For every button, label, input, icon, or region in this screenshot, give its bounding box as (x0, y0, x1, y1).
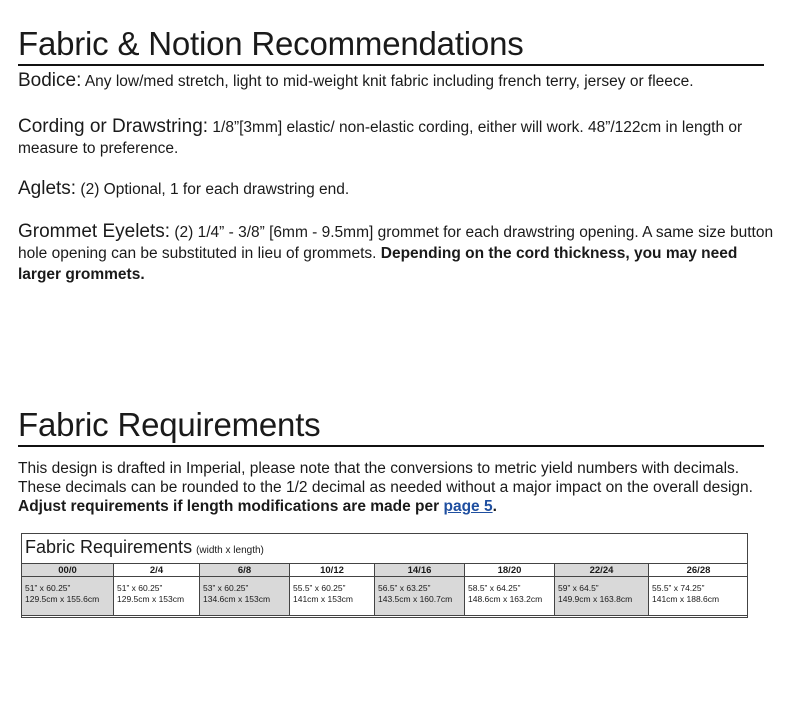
size-cell (554, 576, 648, 616)
cording-item (18, 116, 778, 159)
metric-value: 148.6cm x 163.2cm (468, 594, 543, 604)
bodice-item (18, 70, 778, 92)
grommet-note: Depending on the cord thickness, you may need larger grommets. (18, 245, 738, 283)
size-header: 00/0 (21, 563, 113, 576)
bodice-term: Bodice: (18, 70, 82, 91)
table-subtitle: (width x length) (196, 545, 264, 556)
size-header: 2/4 (113, 563, 199, 576)
cording-term: Cording or Drawstring: (18, 116, 209, 137)
intro-text: This design is drafted in Imperial, please note that the conversions to metric yield numbers with decimals. These decimals can be rounded to the 1/2 decimal as needed without a major impact on the overall design. (18, 460, 753, 496)
metric-value: 129.5cm x 153cm (117, 594, 185, 604)
imperial-value: 55.5” x 60.25” (293, 583, 346, 593)
fabric-requirements-heading: Fabric Requirements (18, 405, 764, 447)
imperial-value: 55.5” x 74.25” (652, 583, 705, 593)
page-5-link[interactable]: page 5 (443, 498, 493, 515)
size-cell (374, 576, 464, 616)
requirements-intro (18, 459, 758, 516)
metric-value: 141cm x 188.6cm (652, 594, 720, 604)
size-header: 18/20 (464, 563, 554, 576)
metric-value: 143.5cm x 160.7cm (378, 594, 453, 604)
metric-value: 149.9cm x 163.8cm (558, 594, 633, 604)
aglets-term: Aglets: (18, 178, 77, 199)
metric-value: 141cm x 153cm (293, 594, 353, 604)
fabric-notion-heading: Fabric & Notion Recommendations (18, 24, 764, 66)
imperial-value: 58.5” x 64.25” (468, 583, 521, 593)
grommet-item (18, 221, 778, 285)
size-cell (199, 576, 289, 616)
aglets-item (18, 178, 778, 200)
table-grid (21, 563, 748, 616)
size-header: 22/24 (554, 563, 648, 576)
cording-text: 1/8”[3mm] elastic/ non-elastic cording, either will work. 48”/122cm in length or measure to preference. (18, 119, 743, 157)
size-cell (113, 576, 199, 616)
size-cell (648, 576, 748, 616)
grommet-term: Grommet Eyelets: (18, 221, 171, 242)
intro-period: . (492, 498, 497, 515)
bodice-text: Any low/med stretch, light to mid-weight knit fabric including french terry, jersey or fleece. (84, 73, 694, 90)
metric-value: 129.5cm x 155.6cm (25, 594, 100, 604)
size-header: 14/16 (374, 563, 464, 576)
fabric-requirements-table (21, 533, 748, 618)
table-title-text: Fabric Requirements (25, 537, 193, 557)
size-header: 26/28 (648, 563, 748, 576)
intro-bold: Adjust requirements if length modifications are made per (18, 498, 440, 515)
size-cell (464, 576, 554, 616)
metric-value: 134.6cm x 153cm (203, 594, 271, 604)
size-cell (289, 576, 374, 616)
size-header: 6/8 (199, 563, 289, 576)
imperial-value: 59” x 64.5” (558, 583, 599, 593)
imperial-value: 51” x 60.25” (25, 583, 71, 593)
size-header: 10/12 (289, 563, 374, 576)
table-title (25, 537, 264, 558)
grommet-text: (2) 1/4” - 3/8” [6mm - 9.5mm] grommet for each drawstring opening. A same size button hole opening can be substituted in lieu of grommets. (18, 224, 774, 262)
size-cell (21, 576, 113, 616)
imperial-value: 53” x 60.25” (203, 583, 249, 593)
imperial-value: 51” x 60.25” (117, 583, 163, 593)
imperial-value: 56.5” x 63.25” (378, 583, 431, 593)
aglets-text: (2) Optional, 1 for each drawstring end. (80, 181, 350, 198)
